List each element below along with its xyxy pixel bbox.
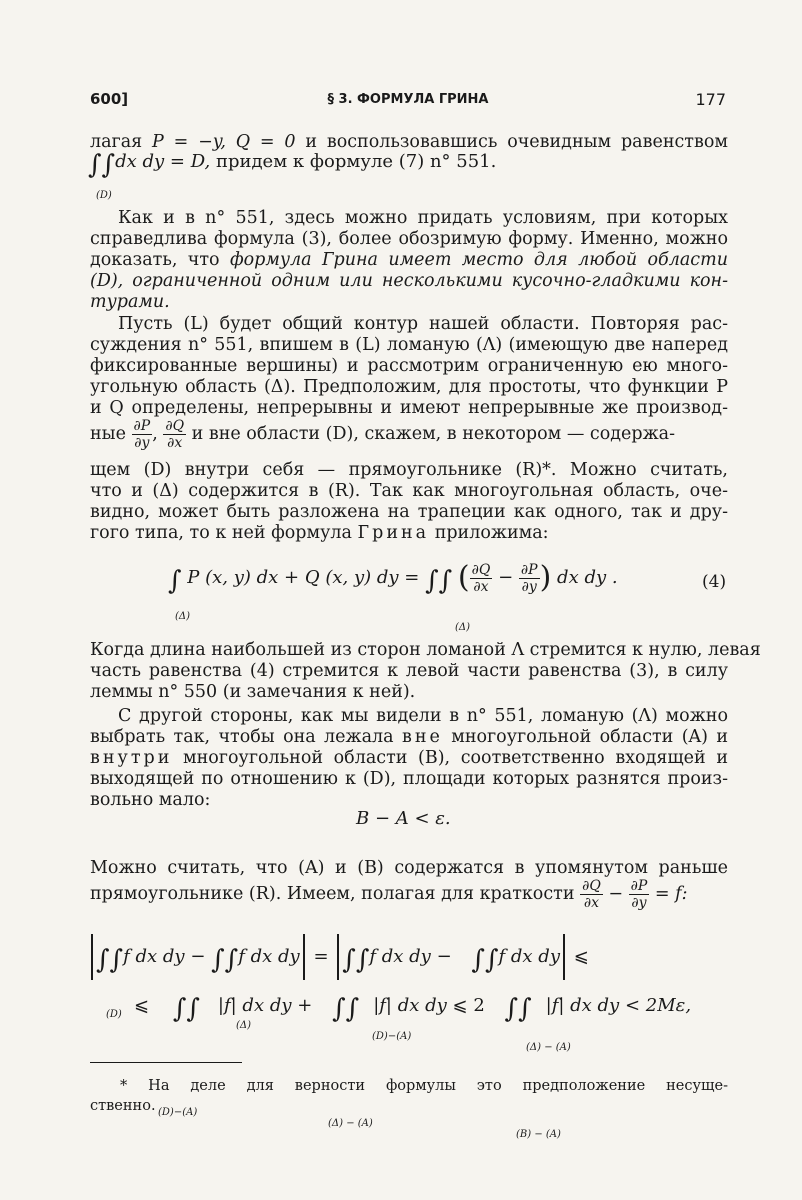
fraction-dp-dy: $\frac{\partial P}{\partial y}$ (133, 418, 151, 451)
formula-subscript: (D)−(A) (158, 1107, 198, 1118)
text-line-f-def: прямоугольнике (R). Имеем, полагая для краткости $\frac{\partial Q}{\partial x}$ − $\frac{\partial P}{\partial y}$ = f: (90, 878, 688, 911)
text-line: вольно мало: (90, 790, 211, 810)
page-header (90, 90, 726, 110)
text-line-derivatives: ные $\frac{\partial P}{\partial y}$ , $\frac{\partial Q}{\partial x}$ и вне области (D), скажем, в некотором — содержа- (90, 418, 676, 451)
text-line: часть равенства (4) стремится к левой части равенства (3), в силу (90, 661, 728, 681)
section-title: § 3. ФОРМУЛА ГРИНА (327, 92, 489, 107)
estimate-line-2: ⩽ ∫∫ |f| dx dy + ∫∫ |f| dx dy ⩽ 2 ∫∫ |f| dx dy < 2Mε, (134, 994, 692, 1024)
fraction-dq-dx: $\frac{\partial Q}{\partial x}$ (165, 418, 185, 451)
footnote-line-2: ственно. (90, 1098, 156, 1114)
text-line: видно, может быть разложена на трапеции как одного, так и дру- (90, 502, 728, 522)
text-line: С другой стороны, как мы видели в n° 551, ломаную (Λ) можно (118, 706, 728, 726)
text-line: (D), ограниченной одним или несколькими кусочно-гладкими кон- (90, 271, 728, 291)
inequality-b-a: B − A < ε. (356, 808, 451, 829)
text-line: выбрать так, чтобы она лежала вне многоугольной области (A) и (90, 727, 728, 747)
text-line: фиксированные вершины) и рассмотрим ограниченную ею много- (90, 356, 728, 376)
equation-number: (4) (702, 572, 727, 592)
formula-subscript: (Δ) (236, 1020, 252, 1031)
footnote-line-1: * На деле для верности формулы это предположение несуще- (120, 1078, 728, 1094)
text-line: гого типа, то к ней формула Грина приложима: (90, 523, 549, 543)
formula-subscript: (D)−(A) (372, 1031, 412, 1042)
text-line: Можно считать, что (A) и (B) содержатся в упомянутом раньше (90, 858, 728, 878)
formula-subscript: (Δ) (455, 622, 471, 633)
formula-subscript: (Δ) − (A) (526, 1042, 571, 1053)
text-line: леммы n° 550 (и замечания к ней). (90, 682, 416, 702)
text-line: лагая P = −y, Q = 0 и воспользовавшись очевидным равенством (90, 132, 728, 152)
text-line: щем (D) внутри себя — прямоугольнике (R)*. Можно считать, (90, 460, 728, 480)
text-line: угольную область (Δ). Предположим, для простоты, что функции P (90, 377, 728, 397)
text-line: выходящей по отношению к (D), площади которых разнятся произ- (90, 769, 728, 789)
text-line: суждения n° 551, впишем в (L) ломаную (Λ) (имеющую две наперед (90, 335, 728, 355)
section-number: 600] (90, 90, 129, 108)
formula-double-integral-area: ∫∫dx dy = D, придем к формуле (7) n° 551. (88, 150, 497, 180)
formula-subscript: (Δ) − (A) (328, 1118, 373, 1129)
text-line: что и (Δ) содержится в (R). Так как многоугольная область, оче- (90, 481, 728, 501)
page-number: 177 (695, 90, 726, 109)
equation-4: ∫ P (x, y) dx + Q (x, y) dy = ∫∫ ( $\frac{\partial Q}{\partial x}$ − $\frac{\partial P}{\partial y}$ ) dx dy . (168, 560, 618, 596)
text-line: внутри многоугольной области (B), соответственно входящей и (90, 748, 728, 768)
text-line: доказать, что формула Грина имеет место для любой области (90, 250, 728, 270)
text-line: Пусть (L) будет общий контур нашей области. Повторяя рас- (118, 314, 728, 334)
formula-subscript: (D) (106, 1009, 122, 1020)
footnote-rule (90, 1062, 242, 1063)
text-line: и Q определены, непрерывны и имеют непрерывные же производ- (90, 398, 728, 418)
text-line: справедлива формула (3), более обозримую форму. Именно, можно (90, 229, 728, 249)
formula-subscript: (B) − (A) (516, 1129, 561, 1140)
text-line: Когда длина наибольшей из сторон ломаной Λ стремится к нулю, левая (90, 640, 761, 660)
formula-pq: P = −y, Q = 0 (152, 132, 296, 152)
text-line: турами. (90, 292, 170, 312)
estimate-line-1: ∫∫f dx dy − ∫∫f dx dy = ∫∫f dx dy − ∫∫f dx dy ⩽ (88, 934, 589, 980)
text-line: Как и в n° 551, здесь можно придать условиям, при которых (118, 208, 728, 228)
formula-subscript: (Δ) (175, 611, 191, 622)
formula-subscript: (D) (96, 190, 112, 201)
